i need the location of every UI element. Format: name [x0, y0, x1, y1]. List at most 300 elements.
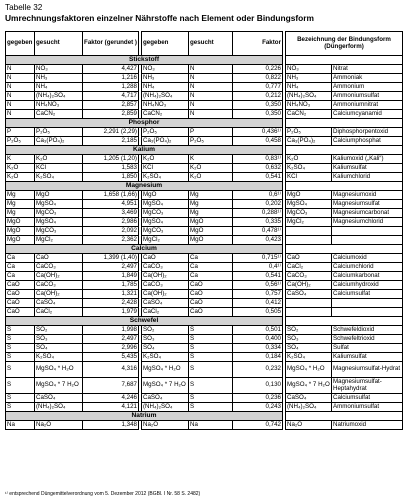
cell-gesucht: K₂O: [35, 155, 83, 164]
table-row: [6, 308, 403, 317]
cell-gegeben-2: CaCl₂: [142, 308, 189, 317]
cell-faktor: 0,777: [233, 83, 283, 92]
cell-gegeben-2: K₂SO₄: [142, 173, 189, 182]
cell-faktor-gerundet: 2,497: [83, 335, 139, 344]
table-row: [6, 263, 403, 272]
cell-faktor-gerundet: 1,850: [83, 173, 139, 182]
cell-gesucht-2: S: [189, 362, 233, 378]
cell-gesucht: Ca(OH)₂: [35, 290, 83, 299]
cell-faktor: 0,212: [233, 92, 283, 101]
cell-gegeben-2: MgO: [142, 191, 189, 200]
cell-formel: CaCN₂: [286, 110, 332, 119]
cell-formel: [286, 299, 332, 308]
cell-formel: NH₃: [286, 74, 332, 83]
cell-bezeichnung: Schwefeltrioxid: [332, 335, 403, 344]
cell-gesucht-2: MgO: [189, 236, 233, 245]
cell-gesucht-2: N: [189, 83, 233, 92]
cell-bezeichnung: Kaliumoxid („Kali“): [332, 155, 403, 164]
table-row: [6, 353, 403, 362]
table-row: [6, 128, 403, 137]
table-row: [6, 236, 403, 245]
cell-gesucht: NH₄: [35, 83, 83, 92]
header-faktor-gerundet: Faktor (gerundet ): [83, 32, 139, 56]
cell-bezeichnung: [332, 308, 403, 317]
header-gegeben: gegeben: [6, 32, 35, 56]
table-row: [6, 281, 403, 290]
cell-gegeben-2: SO₃: [142, 335, 189, 344]
cell-faktor-gerundet: 1,205 (1,20): [83, 155, 139, 164]
cell-bezeichnung: [332, 236, 403, 245]
table-row: [6, 137, 403, 146]
cell-gesucht-2: P: [189, 128, 233, 137]
cell-faktor-gerundet: 2,092: [83, 227, 139, 236]
cell-gegeben-2: NO₃: [142, 65, 189, 74]
section-row: [6, 245, 403, 254]
cell-gesucht: SO₃: [35, 335, 83, 344]
cell-gesucht: MgCl₂: [35, 236, 83, 245]
cell-bezeichnung: Calciumhydroxid: [332, 281, 403, 290]
cell-gegeben-2: CaSO₄: [142, 394, 189, 403]
cell-gegeben: CaO: [6, 290, 35, 299]
cell-faktor: 0,501: [233, 326, 283, 335]
header-gesucht-2: gesucht: [189, 32, 233, 56]
cell-gegeben: K₂O: [6, 164, 35, 173]
table-title: Umrechnungsfaktoren einzelner Nährstoffe nach Element oder Bindungsform: [5, 13, 314, 23]
cell-gegeben: P₂O₅: [6, 137, 35, 146]
cell-formel: CaCO₃: [286, 272, 332, 281]
cell-faktor: 0,541: [233, 173, 283, 182]
cell-gesucht: CaCl₂: [35, 308, 83, 317]
cell-faktor: 0,288¹⁾: [233, 209, 283, 218]
cell-formel: [286, 308, 332, 317]
cell-gesucht-2: S: [189, 353, 233, 362]
cell-formel: K₂SO₄: [286, 353, 332, 362]
section-row: [6, 119, 403, 128]
table-row: [6, 92, 403, 101]
section-heading: Natrium: [6, 412, 283, 421]
cell-gegeben: Mg: [6, 200, 35, 209]
table-row: [6, 74, 403, 83]
cell-gesucht-2: Ca: [189, 272, 233, 281]
cell-gesucht: (NH₄)₂SO₄: [35, 403, 83, 412]
cell-faktor-gerundet: 2,291 (2,29): [83, 128, 139, 137]
cell-faktor: 0,232: [233, 362, 283, 378]
cell-formel: CaSO₄: [286, 290, 332, 299]
cell-gesucht-2: Mg: [189, 191, 233, 200]
cell-faktor: 0,130: [233, 378, 283, 394]
cell-gesucht-2: CaO: [189, 308, 233, 317]
cell-gegeben: N: [6, 83, 35, 92]
cell-gegeben: Mg: [6, 191, 35, 200]
section-heading: Schwefel: [6, 317, 283, 326]
cell-formel: CaSO₄: [286, 394, 332, 403]
cell-gegeben-2: (NH₄)₂SO₄: [142, 403, 189, 412]
table-row: [6, 155, 403, 164]
section-row: [6, 412, 403, 421]
cell-faktor-gerundet: 2,857: [83, 101, 139, 110]
cell-gesucht: MgSO₄ * H₂O: [35, 362, 83, 378]
header-gegeben-2: gegeben: [142, 32, 189, 56]
cell-faktor-gerundet: 2,996: [83, 344, 139, 353]
cell-formel: KCl: [286, 173, 332, 182]
cell-gegeben: S: [6, 378, 35, 394]
cell-faktor-gerundet: 1,216: [83, 74, 139, 83]
cell-formel: SO₄: [286, 344, 332, 353]
cell-gesucht: CaO: [35, 254, 83, 263]
cell-gegeben: N: [6, 101, 35, 110]
cell-formel: CaO: [286, 254, 332, 263]
cell-gesucht: MgSO₄: [35, 218, 83, 227]
cell-faktor-gerundet: 4,951: [83, 200, 139, 209]
cell-bezeichnung: Calciumkarbonat: [332, 272, 403, 281]
cell-gegeben: Ca: [6, 254, 35, 263]
cell-formel: MgO: [286, 191, 332, 200]
cell-gegeben: Ca: [6, 263, 35, 272]
cell-bezeichnung: Magnesiumsulfat-Hydrat: [332, 362, 403, 378]
cell-formel: MgSO₄ * H₂O: [286, 362, 332, 378]
caption: [5, 3, 314, 23]
cell-gegeben-2: NH₃: [142, 74, 189, 83]
cell-faktor: 0,184: [233, 353, 283, 362]
cell-gegeben-2: CaO: [142, 254, 189, 263]
table-row: [6, 83, 403, 92]
section-heading: Kalium: [6, 146, 283, 155]
table-row: [6, 227, 403, 236]
cell-formel: (NH₄)₂SO₄: [286, 403, 332, 412]
cell-gesucht-2: CaO: [189, 281, 233, 290]
table-row: [6, 191, 403, 200]
cell-gegeben-2: MgCO₃: [142, 209, 189, 218]
cell-faktor: 0,715¹⁾: [233, 254, 283, 263]
cell-bezeichnung: Calciumoxid: [332, 254, 403, 263]
section-row: [6, 56, 403, 65]
table-row: [6, 218, 403, 227]
cell-gegeben-2: SO₄: [142, 344, 189, 353]
cell-gegeben-2: P₂O₅: [142, 128, 189, 137]
cell-gegeben-2: MgSO₄ * 7 H₂O: [142, 378, 189, 394]
cell-gesucht-2: Mg: [189, 209, 233, 218]
table-row: [6, 335, 403, 344]
cell-gesucht: MgCO₃: [35, 209, 83, 218]
cell-gesucht-2: N: [189, 101, 233, 110]
table-row: [6, 299, 403, 308]
cell-gesucht: MgSO₄ * 7 H₂O: [35, 378, 83, 394]
cell-gegeben: N: [6, 65, 35, 74]
header-gesucht: gesucht: [35, 32, 83, 56]
cell-faktor: 0,757: [233, 290, 283, 299]
cell-faktor-gerundet: 3,469: [83, 209, 139, 218]
cell-gesucht: NH₄NO₃: [35, 101, 83, 110]
cell-formel: MgSO₄ * 7 H₂O: [286, 378, 332, 394]
cell-gegeben: N: [6, 92, 35, 101]
cell-gegeben-2: CaCO₃: [142, 263, 189, 272]
table-row: [6, 394, 403, 403]
cell-bezeichnung: Magnesiumcarbonat: [332, 209, 403, 218]
section-heading: Calcium: [6, 245, 283, 254]
cell-gesucht-2: S: [189, 344, 233, 353]
table-row: [6, 272, 403, 281]
table-row: [6, 290, 403, 299]
cell-bezeichnung: Diphosphorpentoxid: [332, 128, 403, 137]
cell-gegeben-2: K₂SO₄: [142, 353, 189, 362]
cell-gesucht: CaSO₄: [35, 394, 83, 403]
cell-gegeben-2: MgSO₄ * H₂O: [142, 362, 189, 378]
table-row: [6, 421, 403, 430]
cell-formel: MgCO₃: [286, 209, 332, 218]
cell-formel: P₂O₅: [286, 128, 332, 137]
cell-gesucht-2: MgO: [189, 218, 233, 227]
cell-faktor: 0,458: [233, 137, 283, 146]
cell-bezeichnung: Calciumsulfat: [332, 394, 403, 403]
cell-faktor-gerundet: 4,316: [83, 362, 139, 378]
cell-faktor-gerundet: 2,497: [83, 263, 139, 272]
table-row: [6, 101, 403, 110]
cell-faktor-gerundet: 2,986: [83, 218, 139, 227]
cell-gegeben-2: MgCl₂: [142, 236, 189, 245]
cell-formel: NH₄NO₃: [286, 101, 332, 110]
cell-gesucht-2: S: [189, 403, 233, 412]
cell-faktor-gerundet: 4,246: [83, 394, 139, 403]
table-row: [6, 378, 403, 394]
section-row: [6, 182, 403, 191]
cell-bezeichnung: Kaliumsulfat: [332, 353, 403, 362]
cell-gegeben-2: Ca(OH)₂: [142, 272, 189, 281]
cell-gegeben-2: Ca(OH)₂: [142, 290, 189, 299]
table-label: Tabelle 32: [5, 3, 43, 12]
cell-faktor: 0,742: [233, 421, 283, 430]
table-row: [6, 403, 403, 412]
cell-gesucht: NO₃: [35, 65, 83, 74]
cell-faktor-gerundet: 2,185: [83, 137, 139, 146]
cell-gesucht-2: N: [189, 74, 233, 83]
cell-faktor: 0,334: [233, 344, 283, 353]
table-row: [6, 173, 403, 182]
cell-formel: Na₂O: [286, 421, 332, 430]
cell-bezeichnung: Schwefeldioxid: [332, 326, 403, 335]
cell-faktor-gerundet: 5,435: [83, 353, 139, 362]
cell-formel: NO₃: [286, 65, 332, 74]
cell-formel: Ca₃(PO₄)₂: [286, 137, 332, 146]
cell-formel: [286, 236, 332, 245]
cell-gesucht: SO₄: [35, 344, 83, 353]
table-row: [6, 209, 403, 218]
cell-bezeichnung: [332, 227, 403, 236]
cell-faktor: 0,350: [233, 101, 283, 110]
table-row: [6, 254, 403, 263]
cell-gesucht: Na₂O: [35, 421, 83, 430]
cell-bezeichnung: Calciumphosphat: [332, 137, 403, 146]
cell-faktor-gerundet: 1,979: [83, 308, 139, 317]
cell-gesucht-2: CaO: [189, 290, 233, 299]
cell-faktor: 0,236: [233, 394, 283, 403]
cell-gesucht-2: Na: [189, 421, 233, 430]
cell-gegeben-2: NH₄: [142, 83, 189, 92]
cell-gesucht: K₂SO₄: [35, 173, 83, 182]
cell-gesucht-2: N: [189, 92, 233, 101]
cell-faktor-gerundet: 1,998: [83, 326, 139, 335]
cell-faktor: 0,822: [233, 74, 283, 83]
cell-faktor: 0,541: [233, 272, 283, 281]
cell-gegeben: P: [6, 128, 35, 137]
section-heading: Magnesium: [6, 182, 283, 191]
cell-bezeichnung: Ammoniumsulfat: [332, 403, 403, 412]
cell-gegeben: S: [6, 403, 35, 412]
cell-faktor: 0,478¹⁾: [233, 227, 283, 236]
cell-bezeichnung: Magnesiumchlorid: [332, 218, 403, 227]
cell-formel: SO₃: [286, 335, 332, 344]
cell-gesucht-2: CaO: [189, 299, 233, 308]
cell-gesucht-2: N: [189, 65, 233, 74]
cell-bezeichnung: Ammoniak: [332, 74, 403, 83]
cell-gegeben: N: [6, 74, 35, 83]
cell-gegeben-2: SO₂: [142, 326, 189, 335]
footnote: ¹⁾ entsprechend Düngemittelverordnung vom 5. Dezember 2012 (BGBl. I Nr. 58 S. 2482): [5, 491, 201, 497]
cell-bezeichnung: Ammonium: [332, 83, 403, 92]
cell-gegeben: S: [6, 394, 35, 403]
cell-gegeben-2: CaCN₂: [142, 110, 189, 119]
cell-gesucht: CaSO₄: [35, 299, 83, 308]
cell-faktor: 0,412: [233, 299, 283, 308]
cell-faktor: 0,350: [233, 110, 283, 119]
table-row: [6, 164, 403, 173]
cell-gesucht-2: P₂O₅: [189, 137, 233, 146]
cell-gesucht-2: Ca: [189, 254, 233, 263]
table-body: [6, 56, 403, 430]
section-row: [6, 146, 403, 155]
table-row: [6, 362, 403, 378]
cell-faktor-gerundet: 7,687: [83, 378, 139, 394]
cell-formel: CaCl₂: [286, 263, 332, 272]
cell-faktor-gerundet: 1,785: [83, 281, 139, 290]
cell-bezeichnung: Kaliumchlorid: [332, 173, 403, 182]
cell-gesucht: K₂SO₄: [35, 353, 83, 362]
cell-gegeben: K: [6, 155, 35, 164]
cell-gegeben-2: MgCO₃: [142, 227, 189, 236]
cell-gegeben: S: [6, 335, 35, 344]
cell-gesucht: MgO: [35, 191, 83, 200]
cell-gesucht: (NH₄)₂SO₄: [35, 92, 83, 101]
cell-gesucht: CaCN₂: [35, 110, 83, 119]
cell-faktor-gerundet: 4,121: [83, 403, 139, 412]
cell-bezeichnung: Ammoniumsulfat: [332, 92, 403, 101]
cell-faktor: 0,436¹⁾: [233, 128, 283, 137]
cell-gegeben: S: [6, 362, 35, 378]
cell-gegeben: S: [6, 353, 35, 362]
cell-gesucht-2: MgO: [189, 227, 233, 236]
cell-gegeben-2: Na₂O: [142, 421, 189, 430]
cell-gegeben-2: Ca₃(PO₄)₂: [142, 137, 189, 146]
cell-gegeben-2: NH₄NO₃: [142, 101, 189, 110]
cell-bezeichnung: Magnesiumoxid: [332, 191, 403, 200]
cell-faktor: 0,226: [233, 65, 283, 74]
cell-faktor-gerundet: 2,428: [83, 299, 139, 308]
cell-bezeichnung: Natriumoxid: [332, 421, 403, 430]
cell-gegeben-2: KCl: [142, 164, 189, 173]
header-row: [6, 32, 403, 56]
cell-gesucht: CaCO₃: [35, 263, 83, 272]
cell-faktor: 0,83¹⁾: [233, 155, 283, 164]
cell-gesucht: Ca(OH)₂: [35, 272, 83, 281]
cell-gesucht-2: Mg: [189, 200, 233, 209]
cell-bezeichnung: Magnesiumsulfat: [332, 200, 403, 209]
cell-bezeichnung: Calciumcyanamid: [332, 110, 403, 119]
cell-gesucht-2: K: [189, 155, 233, 164]
cell-formel: Ca(OH)₂: [286, 281, 332, 290]
cell-gesucht: CaCO₃: [35, 281, 83, 290]
table-row: [6, 344, 403, 353]
cell-bezeichnung: Sulfat: [332, 344, 403, 353]
cell-gesucht-2: Ca: [189, 263, 233, 272]
cell-gesucht: MgSO₄: [35, 200, 83, 209]
cell-faktor-gerundet: 4,717: [83, 92, 139, 101]
section-heading: Stickstoff: [6, 56, 283, 65]
cell-faktor-gerundet: 4,427: [83, 65, 139, 74]
cell-gegeben: S: [6, 344, 35, 353]
cell-gesucht-2: K₂O: [189, 164, 233, 173]
table-row: [6, 110, 403, 119]
cell-bezeichnung: Ammoniumnitrat: [332, 101, 403, 110]
cell-gegeben: S: [6, 326, 35, 335]
cell-formel: K₂O: [286, 155, 332, 164]
cell-formel: MgCl₂: [286, 218, 332, 227]
cell-gegeben: CaO: [6, 281, 35, 290]
cell-gesucht: KCl: [35, 164, 83, 173]
cell-gesucht-2: S: [189, 378, 233, 394]
cell-bezeichnung: Calciumchlorid: [332, 263, 403, 272]
section-heading: Phosphor: [6, 119, 283, 128]
cell-faktor-gerundet: 1,321: [83, 290, 139, 299]
cell-gesucht: MgCO₃: [35, 227, 83, 236]
cell-formel: [286, 227, 332, 236]
cell-gegeben-2: CaSO₄: [142, 299, 189, 308]
cell-gesucht-2: N: [189, 110, 233, 119]
cell-faktor-gerundet: 2,362: [83, 236, 139, 245]
cell-bezeichnung: Calciumsulfat: [332, 290, 403, 299]
cell-faktor: 0,632: [233, 164, 283, 173]
cell-faktor: 0,335: [233, 218, 283, 227]
cell-formel: (NH₄)₂SO₄: [286, 92, 332, 101]
cell-gegeben-2: MgSO₄: [142, 218, 189, 227]
cell-faktor: 0,6¹⁾: [233, 191, 283, 200]
cell-faktor: 0,202: [233, 200, 283, 209]
section-row: [6, 317, 403, 326]
cell-formel: NH₄: [286, 83, 332, 92]
cell-gegeben: K₂O: [6, 173, 35, 182]
cell-gesucht-2: K₂O: [189, 173, 233, 182]
cell-gegeben: MgO: [6, 227, 35, 236]
header-bezeichnung: Bezeichnung der Bindungsform (Düngerform): [286, 32, 403, 56]
table-row: [6, 200, 403, 209]
cell-bezeichnung: Nitrat: [332, 65, 403, 74]
cell-faktor: 0,505: [233, 308, 283, 317]
header-faktor: Faktor: [233, 32, 283, 56]
cell-gesucht-2: S: [189, 335, 233, 344]
cell-gegeben-2: K₂O: [142, 155, 189, 164]
cell-bezeichnung: Kaliumsulfat: [332, 164, 403, 173]
cell-faktor-gerundet: 1,399 (1,40): [83, 254, 139, 263]
cell-gesucht: SO₂: [35, 326, 83, 335]
cell-faktor-gerundet: 1,348: [83, 421, 139, 430]
cell-gesucht-2: S: [189, 326, 233, 335]
cell-bezeichnung: [332, 299, 403, 308]
cell-gesucht: P₂O₅: [35, 128, 83, 137]
cell-gegeben: CaO: [6, 299, 35, 308]
cell-gegeben: N: [6, 110, 35, 119]
cell-faktor-gerundet: 1,288: [83, 83, 139, 92]
cell-gesucht: NH₃: [35, 74, 83, 83]
cell-faktor-gerundet: 1,849: [83, 272, 139, 281]
cell-faktor: 0,423: [233, 236, 283, 245]
